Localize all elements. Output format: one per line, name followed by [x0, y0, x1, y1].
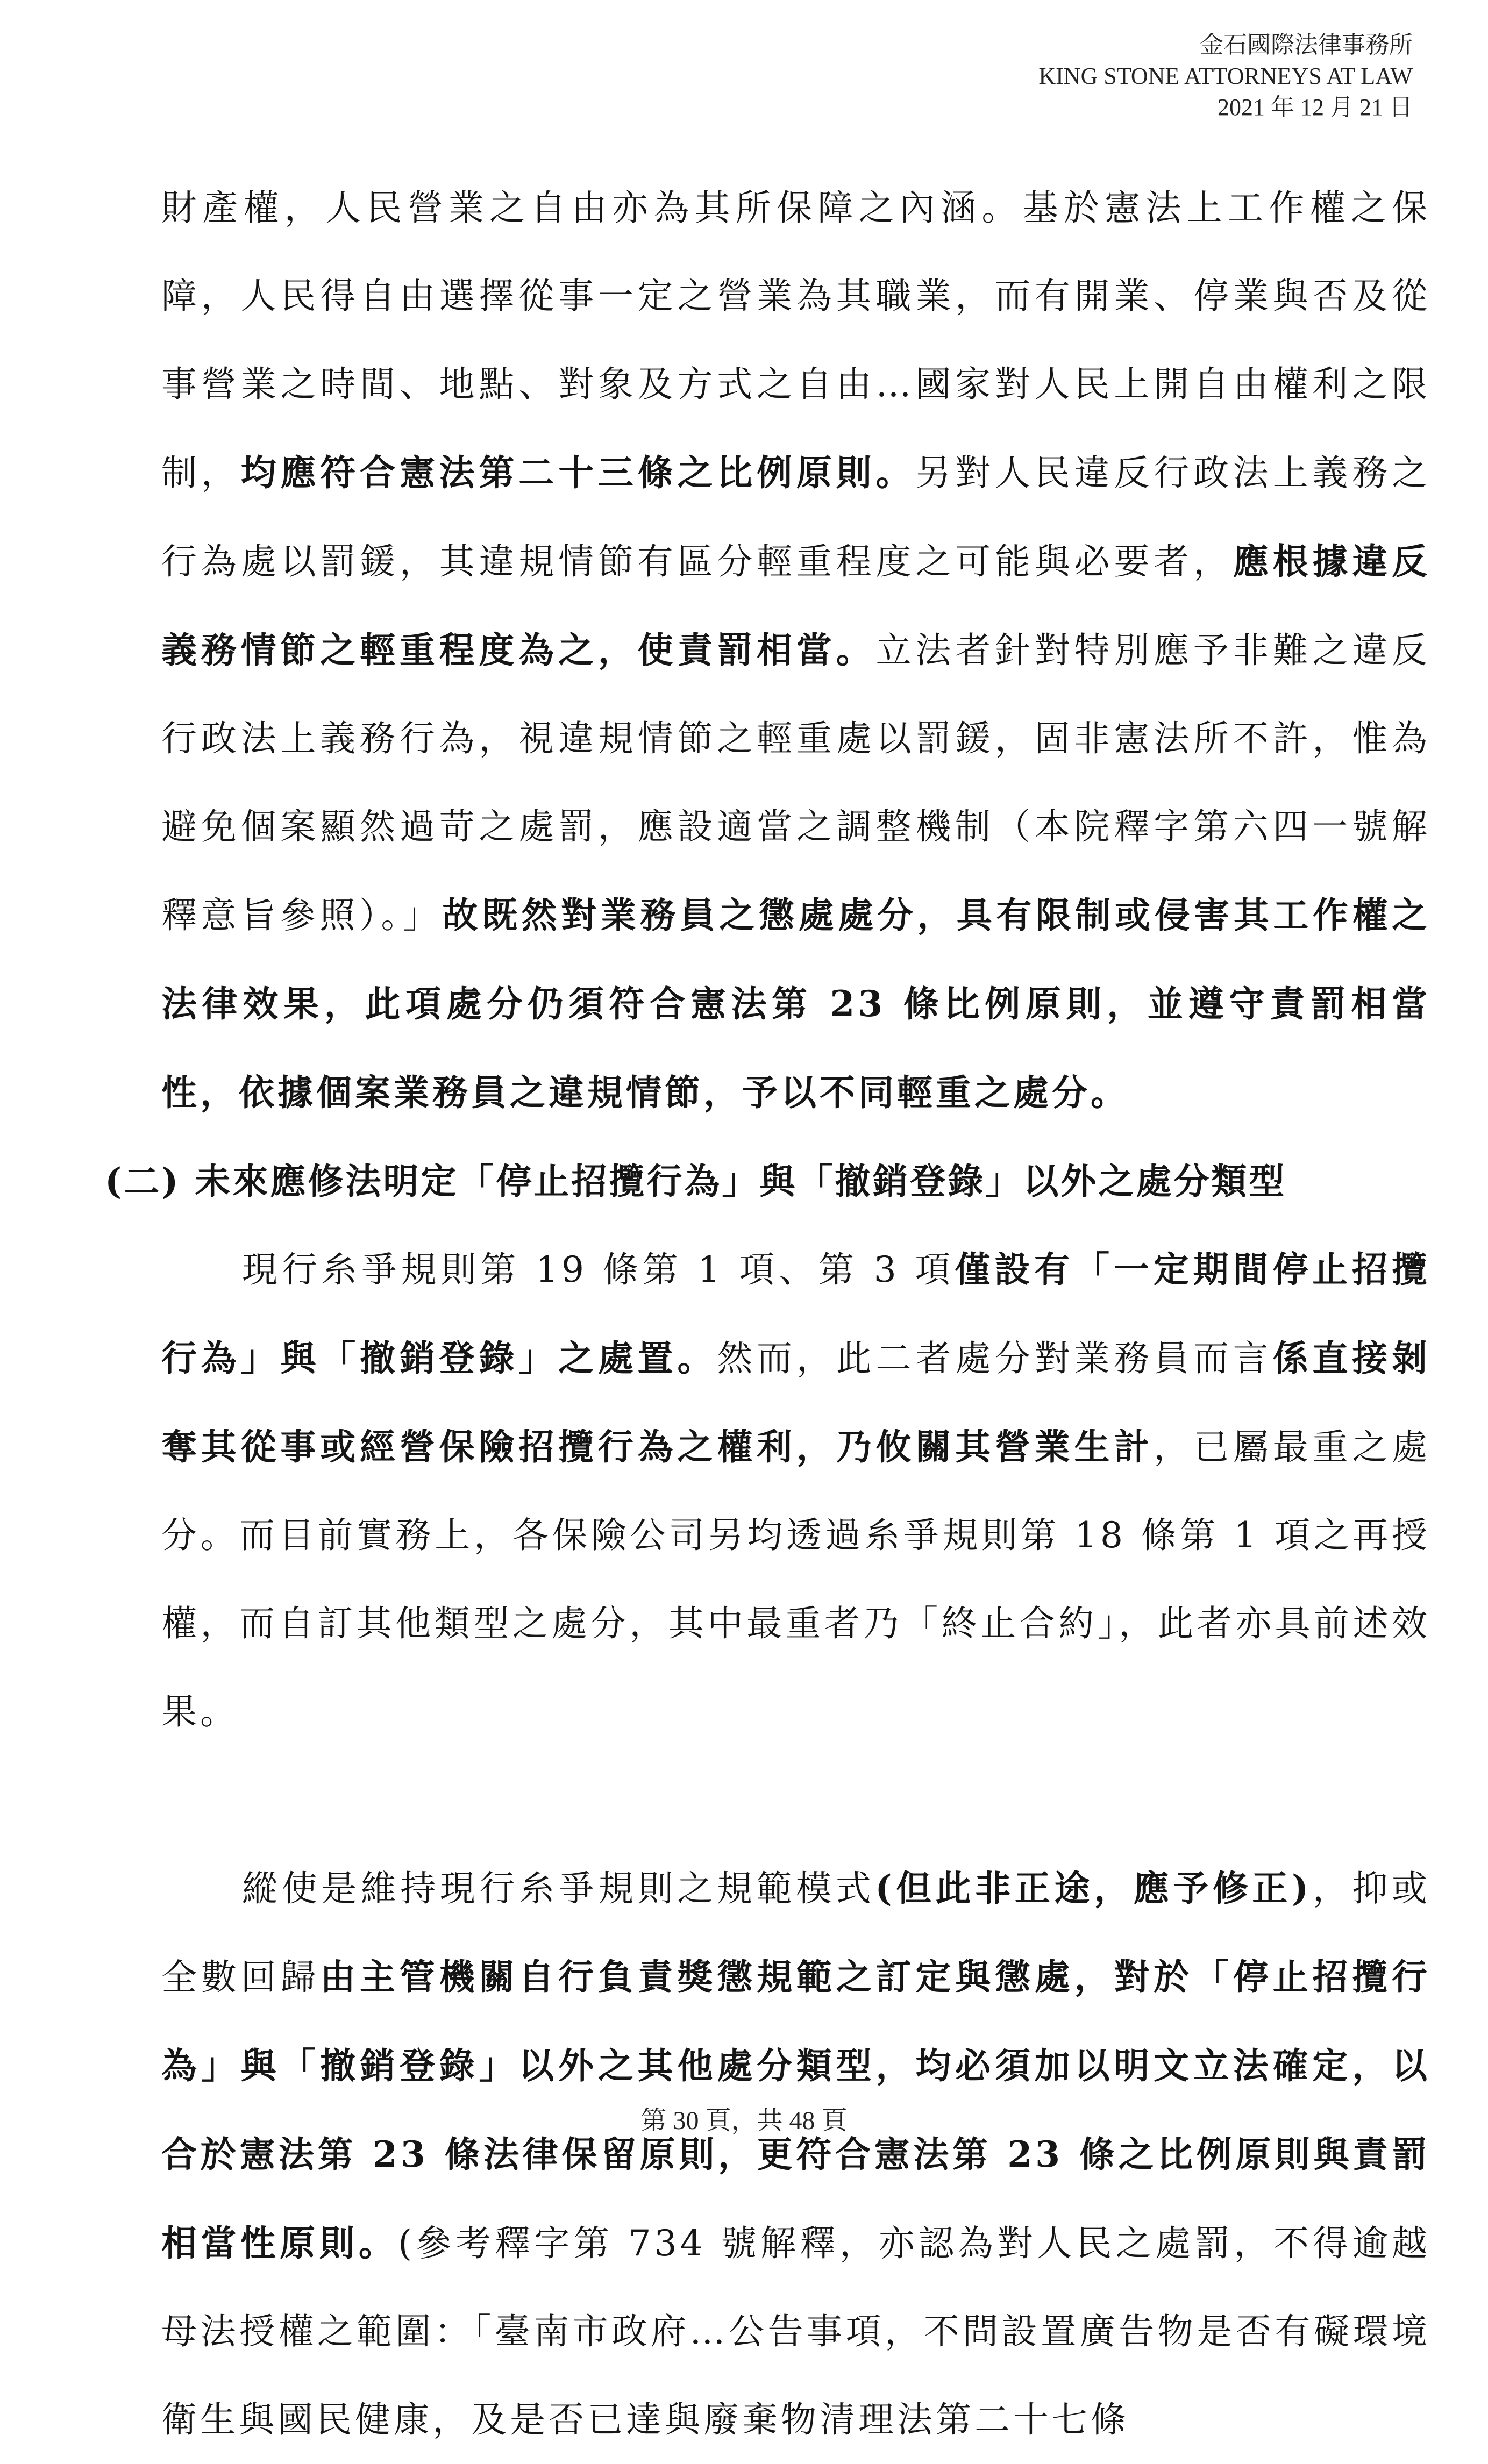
emphasized-text: (但此非正途，應予修正) — [875, 1867, 1312, 1909]
emphasized-text: 僅設有「一定期間停止招攬行為」與「撤銷登錄」之處置。 — [161, 1248, 1431, 1379]
paragraph-current-rules — [161, 1225, 1430, 1756]
emphasized-text: 由主管機關自行負責獎懲規範之訂定與懲處，對於「停止招攬行為」與「撤銷登錄」以外之其他處分類型，均必須加以明文立法確定，以合於憲法第 23 條法律保留原則，更符合憲法第 23 條之比例原則與責罰相當性原則。 — [161, 1956, 1431, 2264]
text-run: ，抑或全數回歸 — [161, 1868, 1431, 1998]
letterhead — [1038, 30, 1413, 123]
section-heading: (二) 未來應修法明定「停止招攬行為」與「撤銷登錄」以外之處分類型 — [105, 1160, 1287, 1202]
paragraph-quote-continuation — [161, 164, 1430, 1137]
paragraph-gap — [161, 1756, 1430, 1844]
text-run: (參考釋字第 734 號解釋，亦認為對人民之處罰，不得逾越母法授權之範圍：「臺南市政府…公告事項，不問設置廣告物是否有礙環境衛生與國民健康，及是否已達與廢棄物清理法第二十七條 — [161, 2223, 1431, 2440]
text-run: 現行糸爭規則第 19 條第 1 項、第 3 項 — [242, 1249, 955, 1290]
text-run: ，已屬最重之處分。而目前實務上，各保險公司另均透過糸爭規則第 18 條第 1 項之再授權，而自訂其他類型之處分，其中最重者乃「終止合約」，此者亦具前述效果。 — [161, 1426, 1431, 1732]
emphasized-text: 故既然對業務員之懲處處分，具有限制或侵害其工作權之法律效果，此項處分仍須符合憲法第 23 條比例原則，並遵守責罰相當性，依據個案業務員之違規情節，予以不同輕重之處分。 — [161, 894, 1430, 1113]
emphasized-text: 均應符合憲法第二十三條之比例原則。 — [240, 452, 916, 494]
page-number: 第 30 頁，共 48 頁 — [640, 2106, 848, 2135]
firm-name-english: KING STONE ATTORNEYS AT LAW — [1038, 63, 1413, 89]
text-run: 立法者針對特別應予非難之違反行政法上義務行為，視違規情節之輕重處以罰鍰，固非憲法所不許，惟為避免個案顯然過苛之處罰，應設適當之調整機制（本院釋字第六四一號解釋意旨參照）。」 — [161, 630, 1430, 936]
text-run: 然而，此二者處分對業務員而言 — [717, 1338, 1273, 1379]
text-run: 縱使是維持現行糸爭規則之規範模式 — [242, 1868, 875, 1909]
emphasized-text: 係直接剝奪其從事或經營保險招攬行為之權利，乃攸關其營業生計 — [161, 1337, 1431, 1468]
emphasized-text: 應根據違反義務情節之輕重程度為之，使責罰相當。 — [161, 540, 1431, 671]
text-run: 另對人民違反行政法上義務之行為處以罰鍰，其違規情節有區分輕重程度之可能與必要者， — [161, 452, 1431, 582]
paragraph-legislation-argument — [161, 1844, 1430, 2464]
text-run: 財產權，人民營業之自由亦為其所保障之內涵。基於憲法上工作權之保障，人民得自由選擇從事一定之營業為其職業，而有開業、停業與否及從事營業之時間、地點、對象及方式之自由…國家對人民上開自由權利之限制， — [161, 187, 1430, 494]
document-date: 2021 年 12 月 21 日 — [1218, 94, 1413, 120]
firm-name-chinese: 金石國際法律事務所 — [1200, 32, 1413, 58]
